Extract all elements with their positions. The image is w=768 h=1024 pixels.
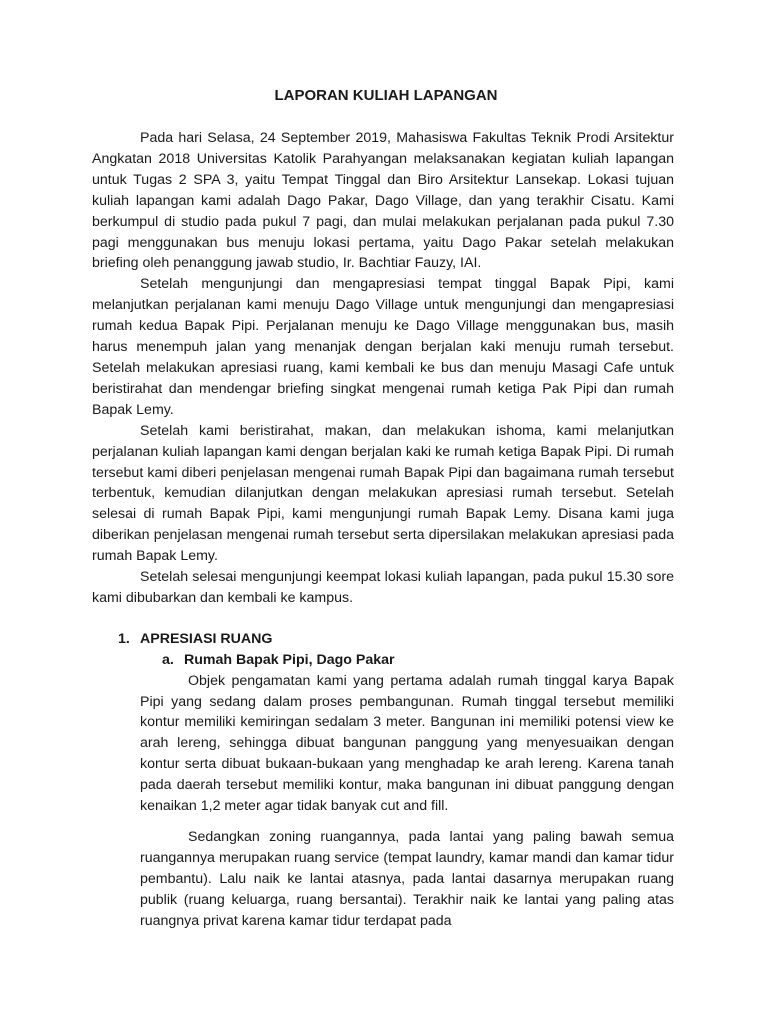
subsection-letter: a. [162,651,174,668]
document-title: LAPORAN KULIAH LAPANGAN [274,87,498,104]
section-title: APRESIASI RUANG [140,630,273,647]
section-number: 1. [118,630,130,647]
subsection-heading [92,650,674,671]
subsection-paragraph-2: Sedangkan zoning ruangannya, pada lantai yang paling bawah semua ruangannya merupakan ruang service (tempat laundry, kamar mandi dan kamar tidur pembantu). Lalu naik ke lantai atasnya, pada lantai dasarnya merupakan ruang publik (ruang keluarga, ruang bersantai). Terakhir naik ke lantai yang paling atas ruangnya privat karena kamar tidur terdapat pada [140,829,674,929]
document-body [92,86,674,932]
intro-paragraph-2: Setelah mengunjungi dan mengapresiasi tempat tinggal Bapak Pipi, kami melanjutkan perjalanan kami menuju Dago Village untuk mengunjungi dan mengapresiasi rumah kedua Bapak Pipi. Perjalanan menuju ke Dago Village menggunakan bus, masih harus menempuh jalan yang menanjak dengan berjalan kaki menuju rumah tersebut. Setelah melakukan apresiasi ruang, kami kembali ke bus dan menuju Masagi Cafe untuk beristirahat dan mendengar briefing singkat mengenai rumah ketiga Pak Pipi dan rumah Bapak Lemy. [92,276,674,418]
intro-paragraph-3: Setelah kami beristirahat, makan, dan melakukan ishoma, kami melanjutkan perjalanan kuliah lapangan kami dengan berjalan kaki ke rumah ketiga Bapak Pipi. Di rumah tersebut kami diberi penjelasan mengenai rumah Bapak Pipi dan bagaimana rumah tersebut terbentuk, kemudian dilanjutkan dengan melakukan apresiasi rumah tersebut. Setelah selesai di rumah Bapak Pipi, kami mengunjungi rumah Bapak Lemy. Disana kami juga diberikan penjelasan mengenai rumah tersebut serta dipersilakan melakukan apresiasi pada rumah Bapak Lemy. [92,422,674,565]
subsection-title: Rumah Bapak Pipi, Dago Pakar [184,651,395,668]
section-heading [92,629,674,650]
subsection-paragraph-1: Objek pengamatan kami yang pertama adalah rumah tinggal karya Bapak Pipi yang sedang dalam proses pembangunan. Rumah tinggal tersebut memiliki kontur memiliki kemiringan sedalam 3 meter. Bangunan ini memiliki potensi view ke arah lereng, sehingga dibuat bangunan panggung yang menyesuaikan dengan kontur serta dibuat bukaan-bukaan yang menghadap ke arah lereng. Karena tanah pada daerah tersebut memiliki kontur, maka bangunan ini dibuat panggung dengan kenaikan 1,2 meter agar tidak banyak cut and fill. [140,672,674,815]
intro-paragraph-1: Pada hari Selasa, 24 September 2019, Mahasiswa Fakultas Teknik Prodi Arsitektur Angkatan 2018 Universitas Katolik Parahyangan melaksanakan kegiatan kuliah lapangan untuk Tugas 2 SPA 3, yaitu Tempat Tinggal dan Biro Arsitektur Lansekap. Lokasi tujuan kuliah lapangan kami adalah Dago Pakar, Dago Village, dan yang terakhir Cisatu. Kami berkumpul di studio pada pukul 7 pagi, dan mulai melakukan perjalanan pada pukul 7.30 pagi menggunakan bus menuju lokasi pertama, yaitu Dago Pakar setelah melakukan briefing oleh penanggung jawab studio, Ir. Bachtiar Fauzy, IAI. [92,130,674,272]
subsection-body [140,671,674,932]
intro-paragraph-4: Setelah selesai mengunjungi keempat lokasi kuliah lapangan, pada pukul 15.30 sore kami dibubarkan dan kembali ke kampus. [92,569,674,606]
